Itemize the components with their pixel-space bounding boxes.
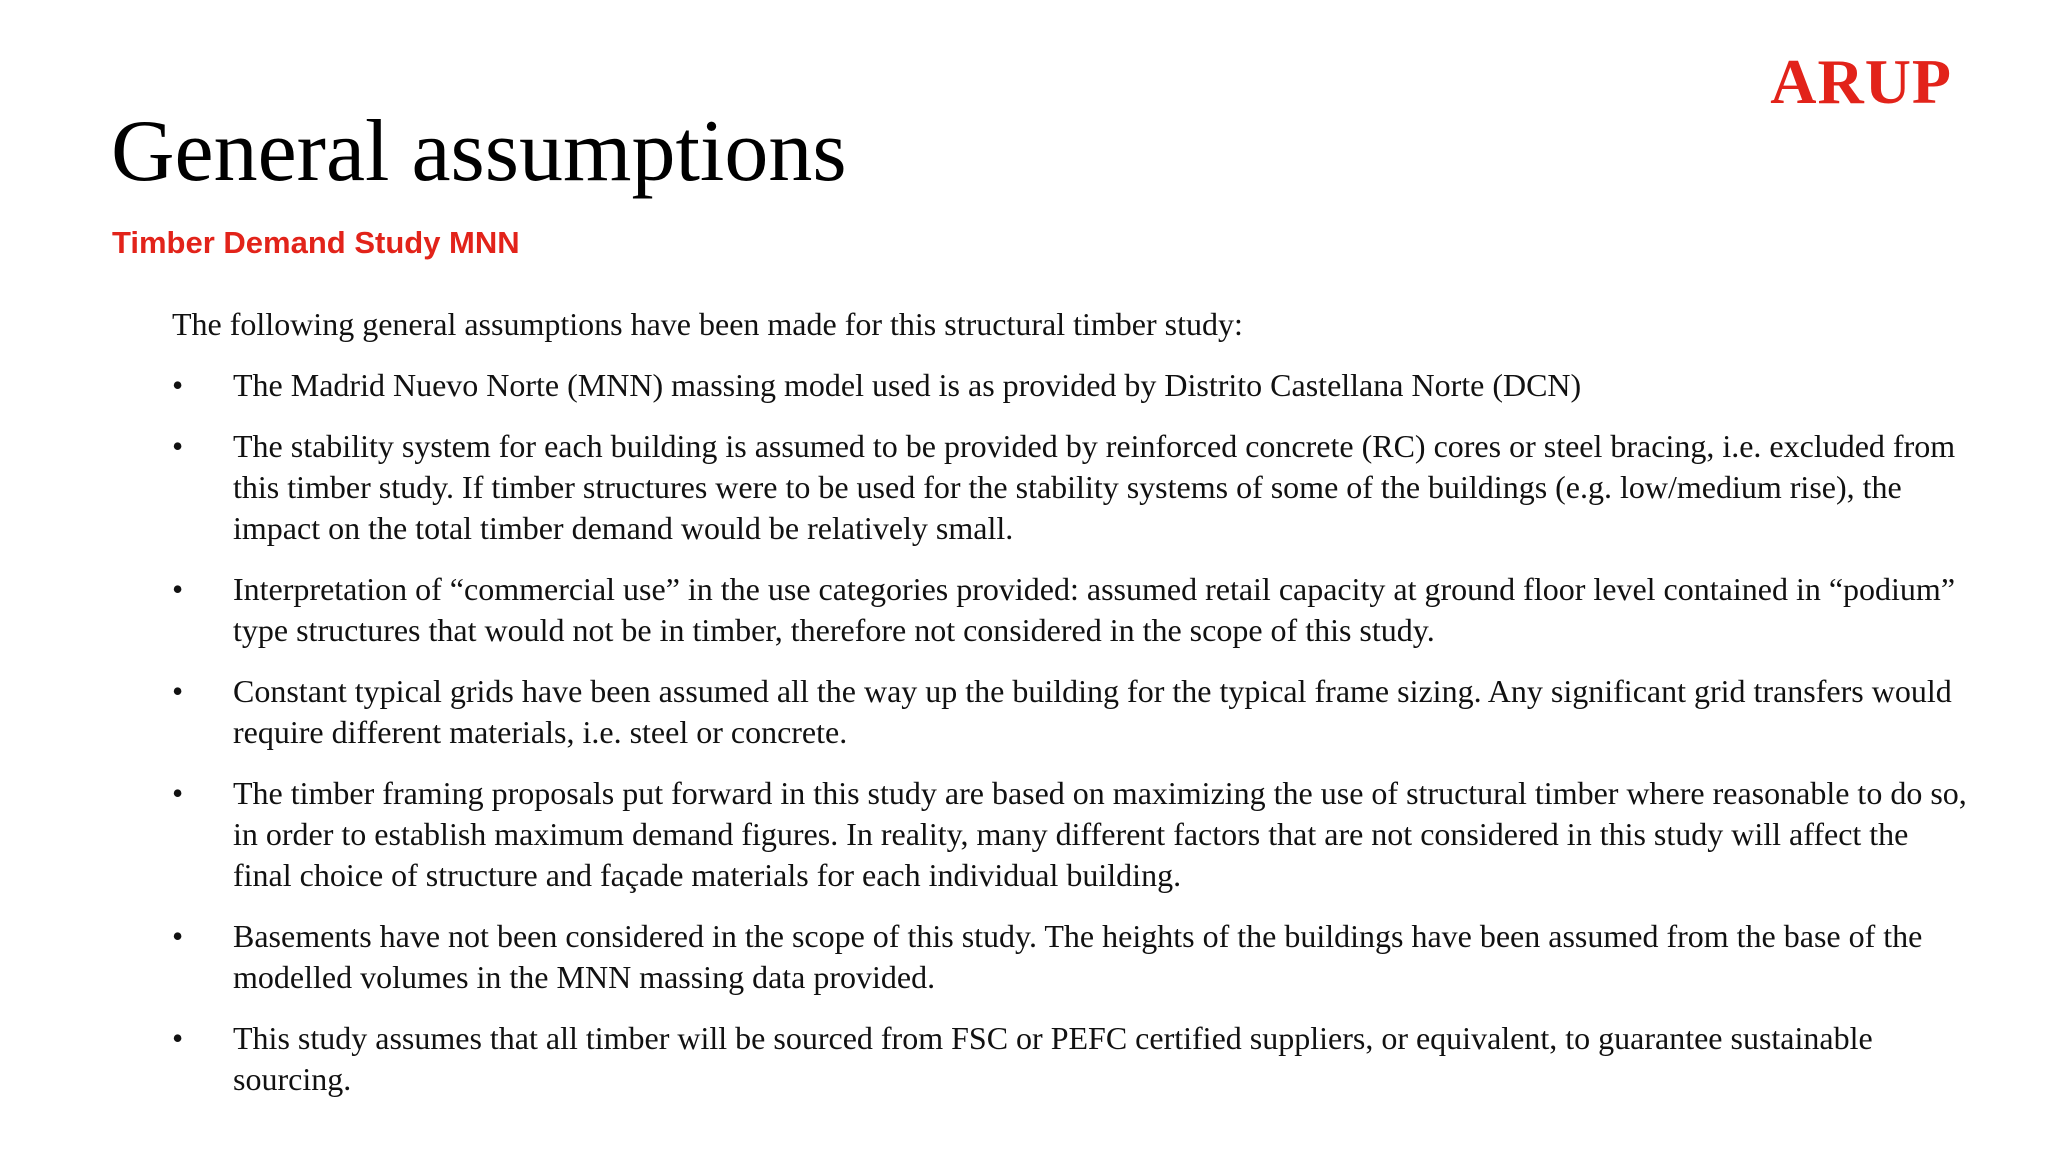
- list-item-text: This study assumes that all timber will be sourced from FSC or PEFC certified suppliers, or equivalent, to guarantee sustainable sourcing.: [233, 1020, 1873, 1097]
- assumptions-content: [172, 304, 1972, 1120]
- bullet-icon: •: [172, 673, 184, 709]
- list-item: [172, 773, 1972, 896]
- list-item-text: The stability system for each building is assumed to be provided by reinforced concrete (RC) cores or steel bracing, i.e. excluded from this timber study. If timber structures were to be used for the stability systems of some of the buildings (e.g. low/medium rise), the impact on the total timber demand would be relatively small.: [233, 428, 1956, 546]
- list-item-text: Interpretation of “commercial use” in the use categories provided: assumed retail capacity at ground floor level contained in “podium” type structures that would not be in timber, therefore not considered in the scope of this study.: [233, 571, 1956, 648]
- page-subtitle: Timber Demand Study MNN: [112, 225, 520, 260]
- bullet-icon: •: [172, 367, 184, 403]
- bullet-icon: •: [172, 571, 184, 607]
- intro-text: The following general assumptions have been made for this structural timber study:: [172, 306, 1243, 342]
- bullet-icon: •: [172, 428, 184, 464]
- list-item: [172, 1018, 1972, 1100]
- list-item: [172, 365, 1972, 406]
- page-title: General assumptions: [111, 103, 847, 200]
- list-item-text: Constant typical grids have been assumed all the way up the building for the typical frame sizing. Any significant grid transfers would require different materials, i.e. steel or concrete.: [233, 673, 1952, 750]
- list-item: [172, 671, 1972, 753]
- bullet-icon: •: [172, 918, 184, 954]
- arup-logo: ARUP: [1770, 46, 1952, 117]
- list-item-text: The timber framing proposals put forward in this study are based on maximizing the use of structural timber where reasonable to do so, in order to establish maximum demand figures. In reality, many different factors that are not considered in this study will affect the final choice of structure and façade materials for each individual building.: [233, 775, 1967, 893]
- bullet-icon: •: [172, 775, 184, 811]
- assumptions-list: [172, 365, 1972, 1100]
- list-item-text: The Madrid Nuevo Norte (MNN) massing model used is as provided by Distrito Castellana Norte (DCN): [233, 367, 1582, 403]
- list-item: [172, 916, 1972, 998]
- bullet-icon: •: [172, 1020, 184, 1056]
- list-item: [172, 426, 1972, 549]
- list-item-text: Basements have not been considered in the scope of this study. The heights of the buildings have been assumed from the base of the modelled volumes in the MNN massing data provided.: [233, 918, 1923, 995]
- list-item: [172, 569, 1972, 651]
